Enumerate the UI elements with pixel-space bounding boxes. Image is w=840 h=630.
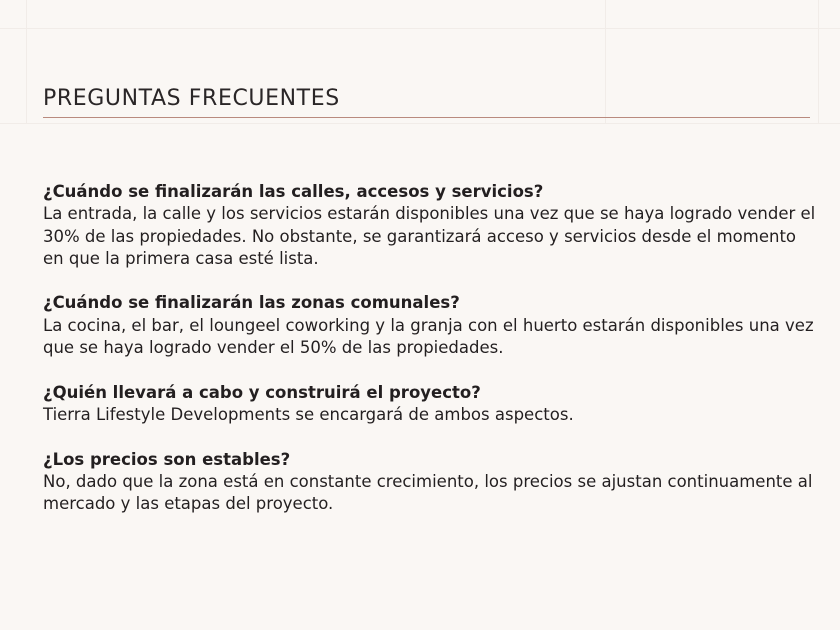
guide-line [0, 123, 840, 124]
faq-answer: No, dado que la zona está en constante crecimiento, los precios se ajustan continuamente al mercado y las etapas del proyecto. [43, 471, 813, 514]
faq-item [43, 292, 818, 359]
faq-question: ¿Quién llevará a cabo y construirá el proyecto? [43, 382, 481, 402]
faq-question: ¿Cuándo se finalizarán las calles, accesos y servicios? [43, 182, 544, 201]
faq-question: ¿Los precios son estables? [43, 449, 291, 469]
faq-item [43, 382, 818, 427]
faq-question: ¿Cuándo se finalizarán las zonas comunales? [43, 293, 460, 313]
faq-item [43, 449, 818, 516]
guide-line [26, 0, 27, 124]
faq-answer: Tierra Lifestyle Developments se encargará de ambos aspectos. [43, 404, 574, 424]
faq-item [43, 181, 818, 270]
guide-line [0, 28, 840, 29]
faq-answer: La entrada, la calle y los servicios estarán disponibles una vez que se haya logrado vender el 30% de las propiedades. No obstante, se garantizará acceso y servicios desde el momento en que la primera casa esté lista. [43, 204, 816, 268]
guide-line [818, 0, 819, 124]
faq-answer: La cocina, el bar, el loungeel coworking y la granja con el huerto estarán disponibles una vez que se haya logrado vender el 50% de las propiedades. [43, 315, 814, 358]
guide-line [605, 0, 606, 124]
faq-list [43, 181, 818, 538]
page-title: PREGUNTAS FRECUENTES [43, 86, 340, 111]
title-divider [43, 117, 810, 118]
